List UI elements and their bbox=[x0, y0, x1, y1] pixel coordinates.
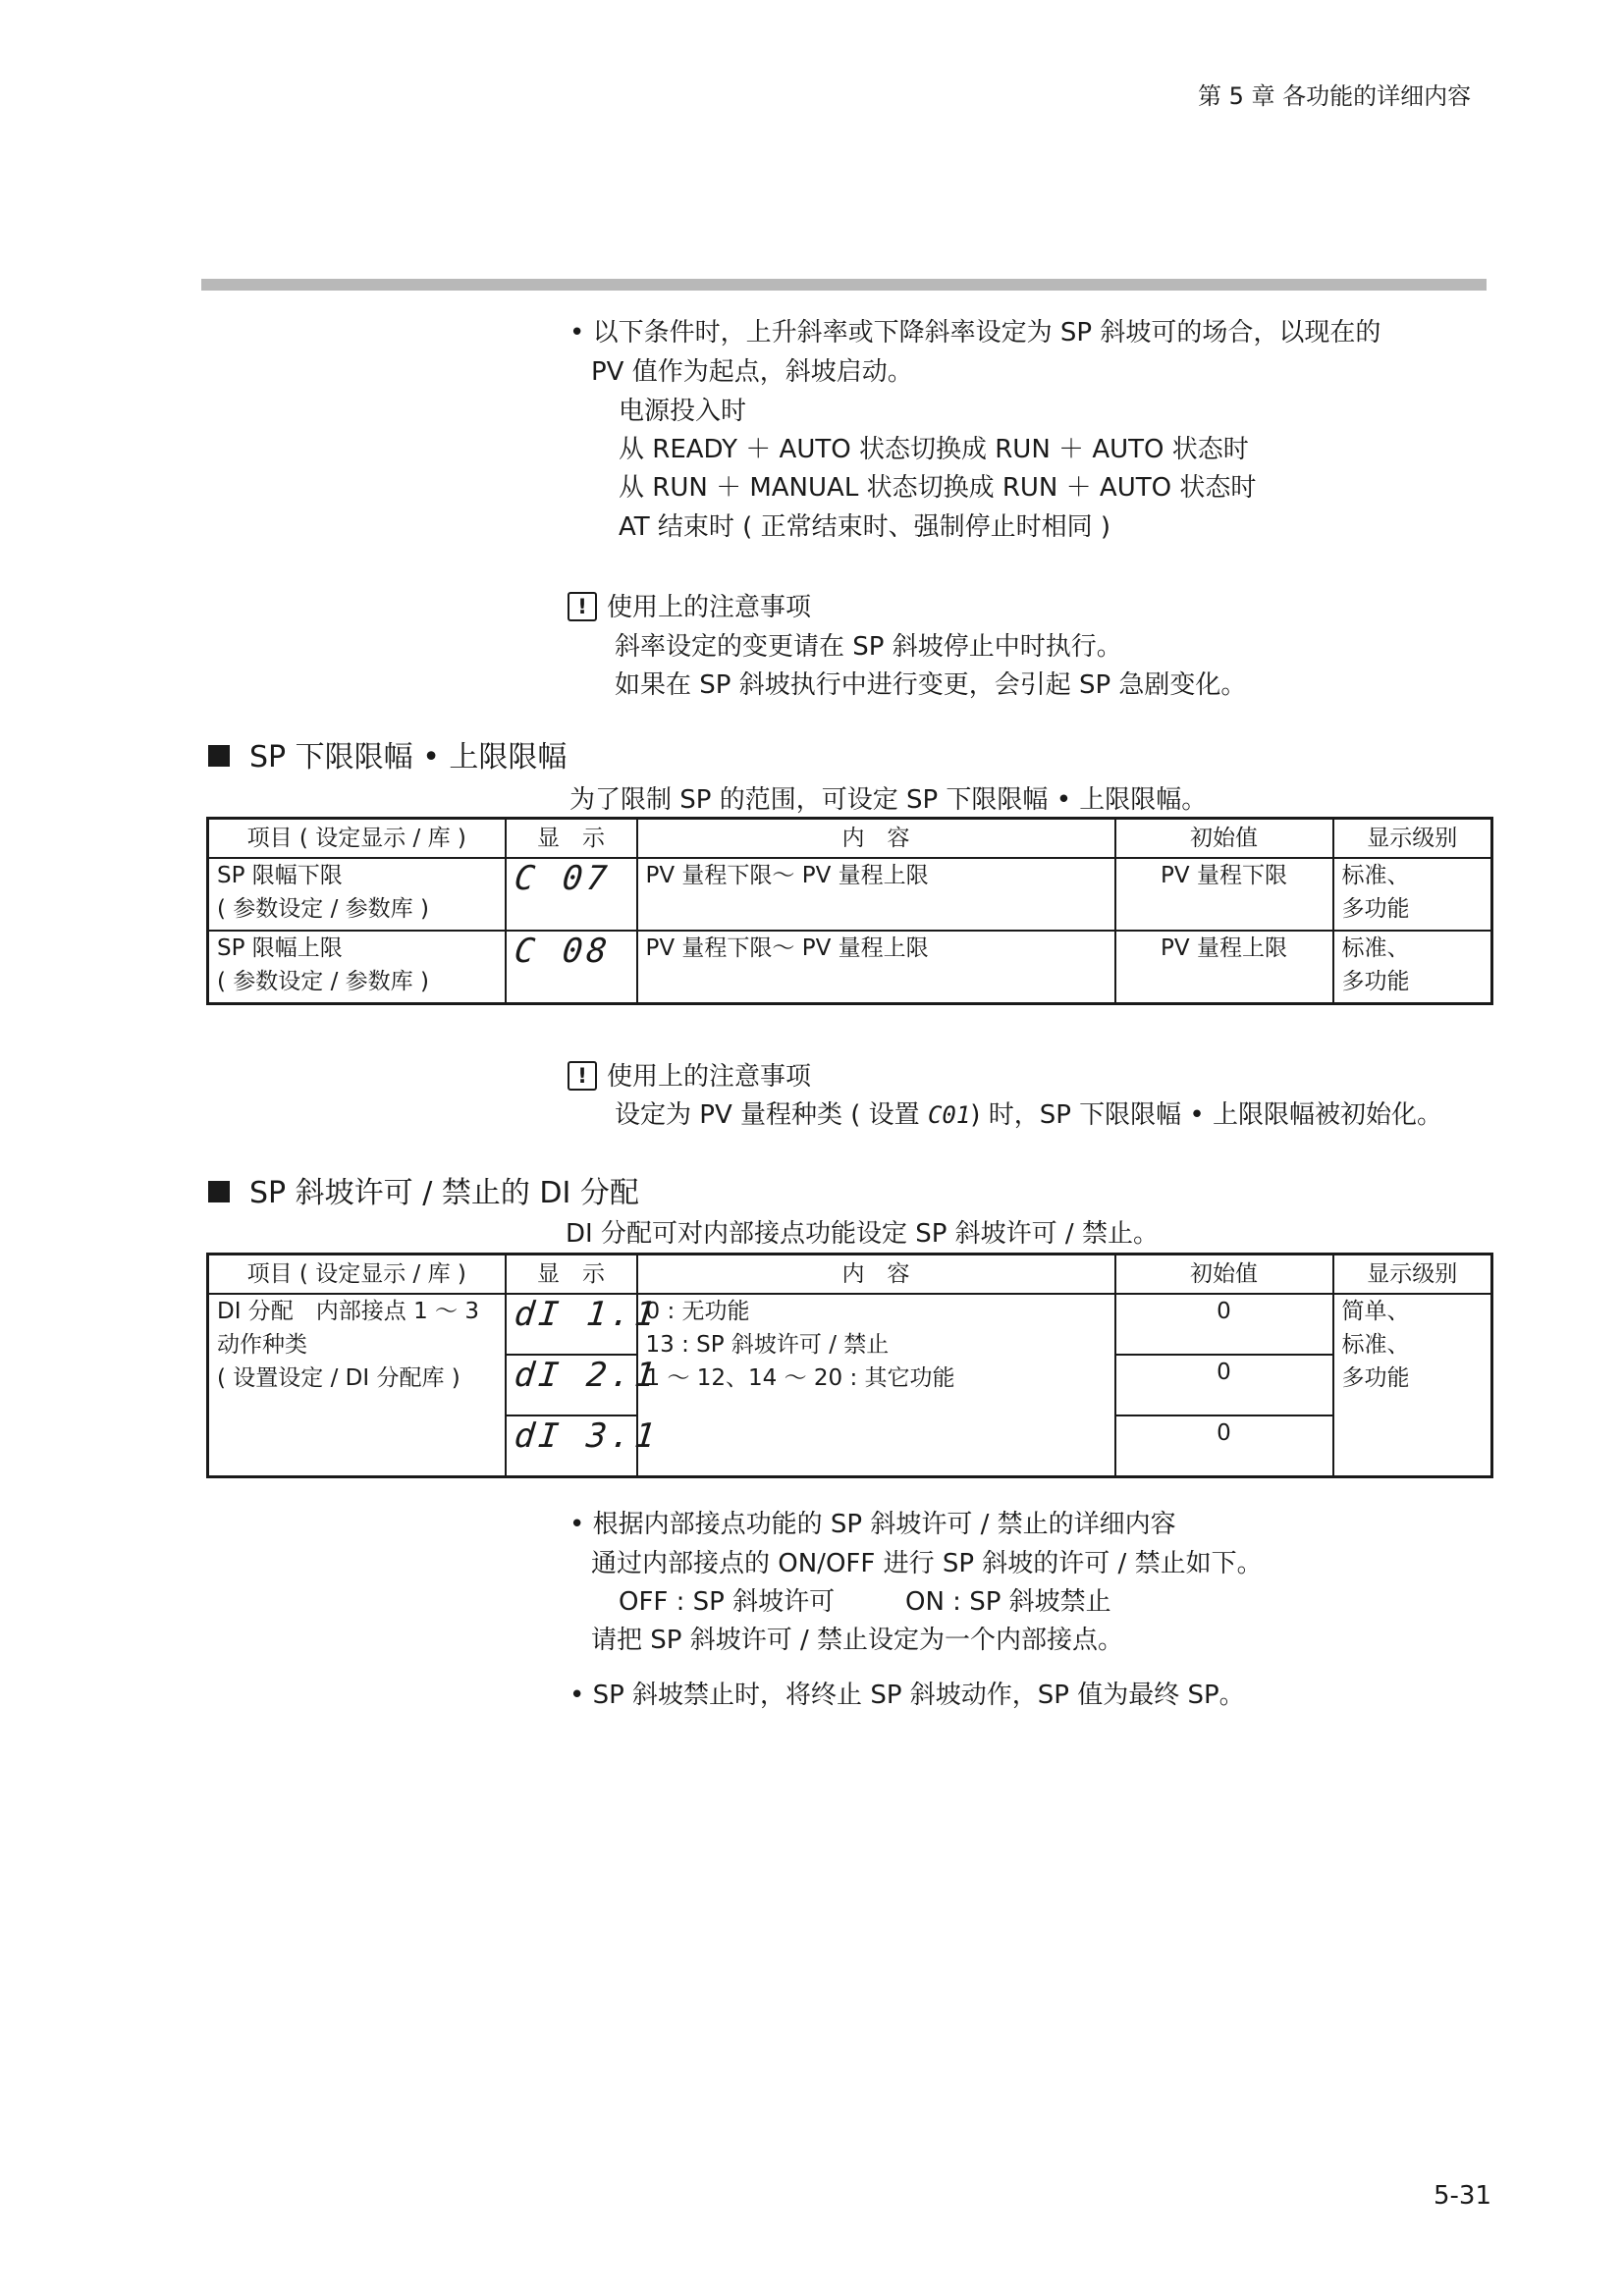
row-display bbox=[506, 1355, 661, 1415]
header-item: 项目 ( 设定显示 / 库 ) bbox=[208, 819, 506, 859]
row-content: PV 量程下限～ PV 量程上限 bbox=[637, 858, 1115, 931]
square-bullet-icon bbox=[208, 1181, 230, 1202]
segment-display: C 07 bbox=[512, 859, 613, 898]
caution-line: 设定为 PV 量程种类 ( 设置 C01) 时，SP 下限限幅 • 上限限幅被初始化。 bbox=[615, 1100, 1443, 1130]
di-assignment-table bbox=[206, 1253, 1493, 1478]
header-rule bbox=[201, 279, 1487, 291]
note-off-state: OFF : SP 斜坡许可 bbox=[619, 1587, 836, 1617]
intro-condition-2: 从 READY ＋ AUTO 状态切换成 RUN ＋ AUTO 状态时 bbox=[619, 435, 1249, 464]
caution-title: 使用上的注意事项 bbox=[607, 593, 812, 622]
header-item: 项目 ( 设定显示 / 库 ) bbox=[208, 1255, 506, 1295]
header-initial: 初始值 bbox=[1115, 819, 1333, 859]
section-description: DI 分配可对内部接点功能设定 SP 斜坡许可 / 禁止。 bbox=[566, 1219, 1159, 1249]
note-bullet-1-line1: • 根据内部接点功能的 SP 斜坡许可 / 禁止的详细内容 bbox=[569, 1510, 1176, 1539]
note-bullet-2: • SP 斜坡禁止时，将终止 SP 斜坡动作，SP 值为最终 SP。 bbox=[569, 1681, 1245, 1710]
header-content: 内 容 bbox=[637, 1255, 1115, 1295]
inline-segment-code: C01 bbox=[927, 1101, 971, 1129]
segment-display: dI 1.1 bbox=[512, 1295, 661, 1334]
row-initial: 0 bbox=[1115, 1355, 1333, 1415]
sp-limit-table bbox=[206, 817, 1493, 1005]
row-level: 标准、 多功能 bbox=[1333, 858, 1492, 931]
row-item: SP 限幅上限 ( 参数设定 / 参数库 ) bbox=[208, 931, 506, 1003]
row-item: SP 限幅下限 ( 参数设定 / 参数库 ) bbox=[208, 858, 506, 931]
row-display bbox=[506, 931, 637, 1003]
caution-line-2: 如果在 SP 斜坡执行中进行变更，会引起 SP 急剧变化。 bbox=[615, 670, 1247, 700]
segment-display: C 08 bbox=[512, 932, 613, 971]
intro-condition-3: 从 RUN ＋ MANUAL 状态切换成 RUN ＋ AUTO 状态时 bbox=[619, 473, 1257, 503]
intro-condition-4: AT 结束时 ( 正常结束时、强制停止时相同 ) bbox=[619, 512, 1110, 542]
row-initial: PV 量程下限 bbox=[1115, 858, 1333, 931]
row-initial: 0 bbox=[1115, 1415, 1333, 1476]
table-row bbox=[208, 1294, 1492, 1355]
header-level: 显示级别 bbox=[1333, 819, 1492, 859]
row-display bbox=[506, 1294, 661, 1355]
caution-title: 使用上的注意事项 bbox=[607, 1062, 812, 1092]
note-bullet-1-line4: 请把 SP 斜坡许可 / 禁止设定为一个内部接点。 bbox=[591, 1626, 1124, 1655]
intro-condition-1: 电源投入时 bbox=[619, 397, 747, 426]
row-display bbox=[506, 858, 637, 931]
header-display: 显 示 bbox=[506, 819, 637, 859]
table-row bbox=[208, 931, 1492, 1003]
chapter-header: 第 5 章 各功能的详细内容 bbox=[1198, 82, 1472, 110]
warning-icon: ! bbox=[568, 1061, 597, 1091]
caution-line-1: 斜率设定的变更请在 SP 斜坡停止中时执行。 bbox=[615, 632, 1122, 662]
row-content: 0 : 无功能 13 : SP 斜坡许可 / 禁止 1 ～ 12、14 ～ 20 : 其它功能 bbox=[637, 1294, 1115, 1476]
header-content: 内 容 bbox=[637, 819, 1115, 859]
section-title-text: SP 斜坡许可 / 禁止的 DI 分配 bbox=[249, 1176, 639, 1210]
warning-icon: ! bbox=[568, 592, 597, 621]
row-level: 标准、 多功能 bbox=[1333, 931, 1492, 1003]
header-initial: 初始值 bbox=[1115, 1255, 1333, 1295]
note-bullet-1-line2: 通过内部接点的 ON/OFF 进行 SP 斜坡的许可 / 禁止如下。 bbox=[591, 1549, 1263, 1578]
segment-display: dI 2.1 bbox=[512, 1356, 661, 1395]
header-level: 显示级别 bbox=[1333, 1255, 1492, 1295]
table-header-row bbox=[208, 819, 1492, 859]
section-title-sp-limit bbox=[208, 732, 567, 775]
square-bullet-icon bbox=[208, 745, 230, 767]
row-content: PV 量程下限～ PV 量程上限 bbox=[637, 931, 1115, 1003]
row-item: DI 分配 内部接点 1 ～ 3 动作种类 ( 设置设定 / DI 分配库 ) bbox=[208, 1294, 506, 1476]
note-on-state: ON : SP 斜坡禁止 bbox=[905, 1587, 1111, 1617]
intro-bullet-line2: PV 值作为起点，斜坡启动。 bbox=[591, 357, 913, 387]
caution-heading bbox=[568, 587, 811, 623]
page-number: 5-31 bbox=[1434, 2181, 1492, 2211]
row-level: 简单、 标准、 多功能 bbox=[1333, 1294, 1492, 1476]
table-row bbox=[208, 858, 1492, 931]
row-initial: 0 bbox=[1115, 1294, 1333, 1355]
section-description: 为了限制 SP 的范围，可设定 SP 下限限幅 • 上限限幅。 bbox=[569, 785, 1208, 815]
caution-heading bbox=[568, 1056, 811, 1093]
row-initial: PV 量程上限 bbox=[1115, 931, 1333, 1003]
intro-bullet-line1: • 以下条件时，上升斜率或下降斜率设定为 SP 斜坡可的场合，以现在的 bbox=[569, 318, 1381, 347]
section-title-di-assignment bbox=[208, 1168, 639, 1211]
row-display bbox=[506, 1415, 661, 1476]
section-title-text: SP 下限限幅 • 上限限幅 bbox=[249, 740, 568, 774]
header-display: 显 示 bbox=[506, 1255, 637, 1295]
segment-display: dI 3.1 bbox=[512, 1416, 661, 1456]
table-header-row bbox=[208, 1255, 1492, 1295]
